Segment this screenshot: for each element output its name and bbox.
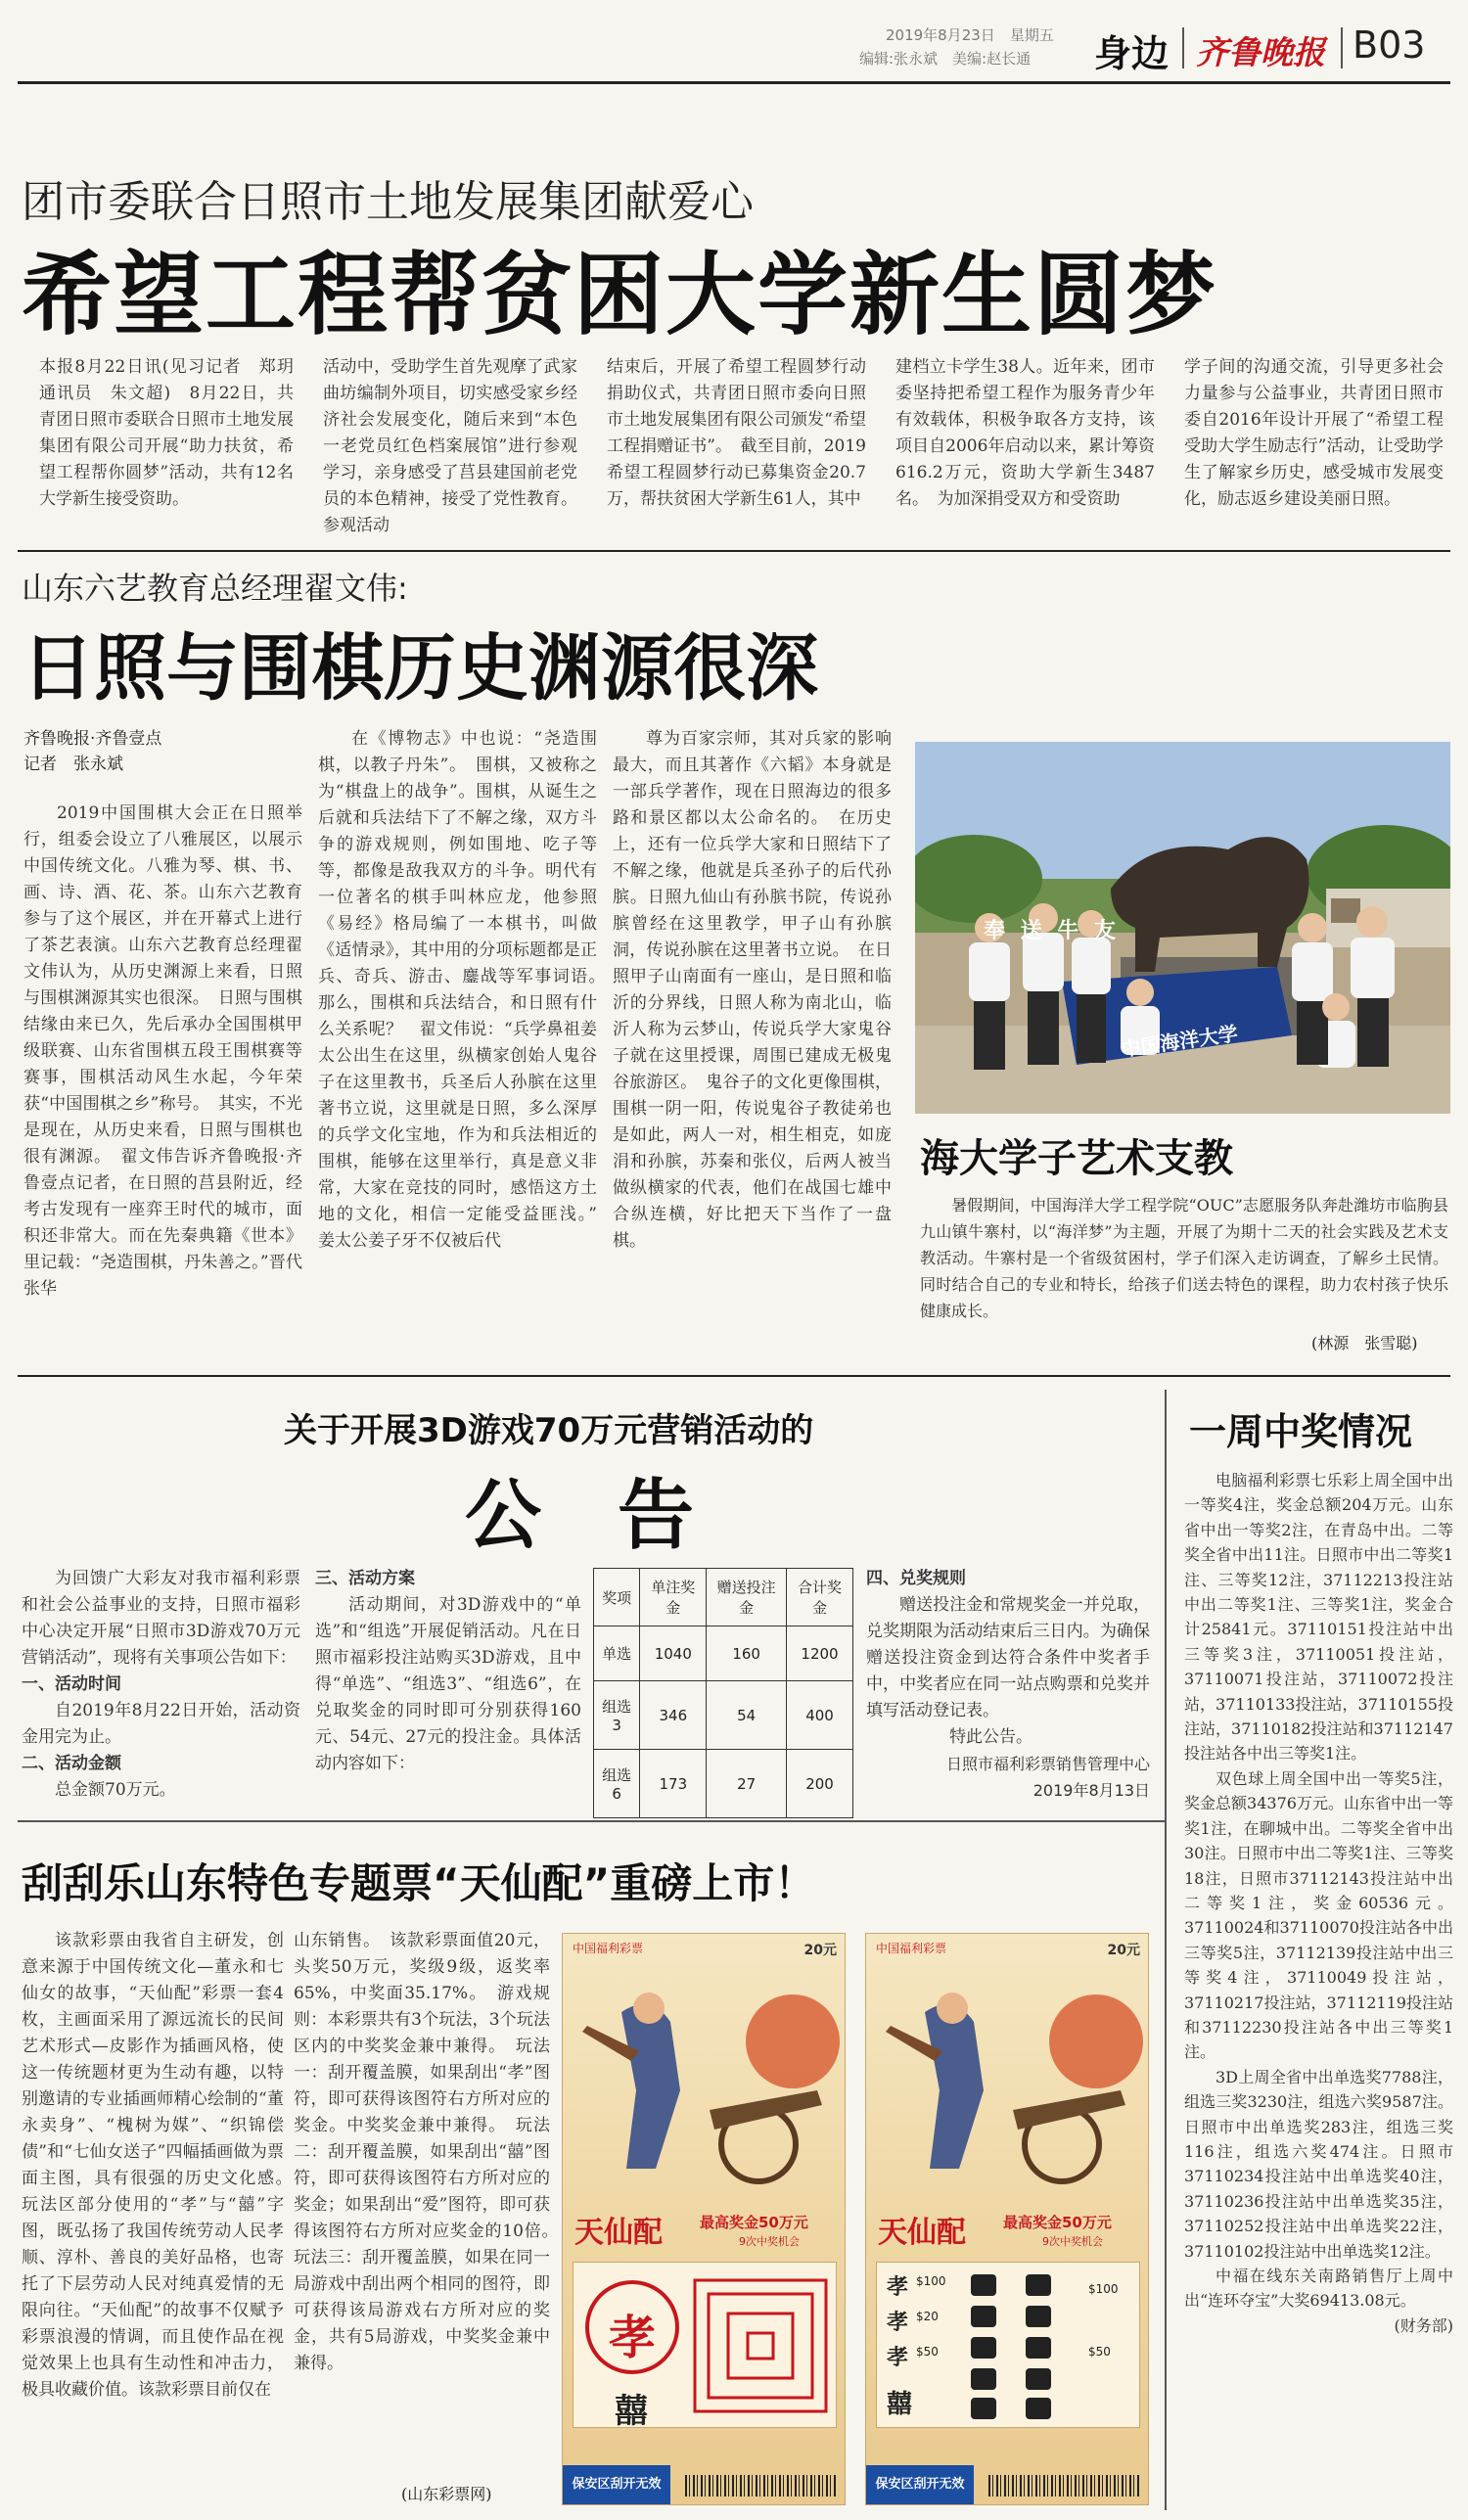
table-cell: 27 bbox=[707, 1750, 787, 1818]
notice-heading-1: 一、活动时间 bbox=[22, 1674, 121, 1694]
xiao-symbol: 孝 bbox=[887, 2345, 909, 2370]
weekly-body bbox=[1184, 1468, 1453, 2338]
table-cell: 160 bbox=[707, 1627, 787, 1681]
section-rule bbox=[18, 550, 1450, 552]
article2-kicker: 山东六艺教育总经理翟文伟: bbox=[22, 570, 408, 607]
ticket-chances: 9次中奖机会 bbox=[739, 2235, 800, 2248]
weekly-credit: (财务部) bbox=[1394, 2315, 1453, 2335]
table-header-cell: 合计奖金 bbox=[787, 1569, 853, 1627]
weekday: 星期五 bbox=[1009, 26, 1054, 44]
table-cell: 组选6 bbox=[594, 1750, 640, 1818]
xiao-symbol: 孝 bbox=[887, 2310, 909, 2335]
article1-col-1: 本报8月22日讯(见习记者 郑玥 通讯员 朱文超) 8月22日，共青团日照市委联合日照市土地发展集团有限公司开展“助力扶贫，希望工程帮你圆梦”活动，共有12名大学新生接受资助。 bbox=[39, 357, 294, 509]
article1-kicker: 团市委联合日照市土地发展集团献爱心 bbox=[22, 177, 754, 227]
notice-headline: 公 告 bbox=[465, 1472, 695, 1560]
ticket-brand: 中国福利彩票 bbox=[573, 1942, 644, 1955]
article1-col-2: 活动中，受助学生首先观摩了武家曲坊编制外项目，切实感受家乡经济社会发展变化，随后来到“本色一老党员红色档案展馆”进行参观学习，亲身感受了莒县建国前老党员的本色精神，接受了党性教育。参观活动 bbox=[323, 357, 577, 535]
ticket-prize: 最高奖金50万元 bbox=[700, 2214, 808, 2231]
xiao-symbol: 孝 bbox=[887, 2274, 909, 2300]
lottery-ticket-revealed bbox=[865, 1933, 1149, 2505]
table-cell: 54 bbox=[707, 1681, 787, 1750]
paper-logo: 齐鲁晚报 bbox=[1196, 33, 1325, 71]
article2-col-1: 2019中国围棋大会正在日照举行，组委会设立了八雅展区，以展示中国传统文化。八雅为琴、棋、书、画、诗、酒、花、茶。山东六艺教育参与了这个展区，并在开幕式上进行了茶艺表演。山东六艺教育总经理翟文伟认为，从历史渊源上来看，日照与围棋渊源其实也很深。 日照与围棋结缘由来已久，先后承办全国围棋甲级联赛、山东省围棋五段王围棋赛等赛事，围棋活动风生水起，今年荣获“中国围棋之乡”称号。 其实，不光是现在，从历史来看，日照与围棋也很有渊源。 翟文伟告诉齐鲁晚报·齐鲁壹点记者，在日照的莒县附近，经考古发现有一座弈王时代的城市，面积还非常大。而在先秦典籍《世本》里记载：“尧造围棋，丹朱善之。”晋代张华 bbox=[23, 803, 302, 1299]
column-divider bbox=[1165, 1390, 1167, 2510]
prize-amount: $20 bbox=[916, 2310, 939, 2323]
photo-banner-left: 奉 送 牛 友 bbox=[984, 918, 1120, 943]
table-cell: 组选3 bbox=[594, 1681, 640, 1750]
article2-col-2: 在《博物志》中也说：“尧造围棋，以教子丹朱”。 围棋，又被称之为“棋盘上的战争”。围棋，从诞生之后就和兵法结下了不解之缘，双方斗争的游戏规则，例如围地、吃子等等，都像是敌我双方的斗争。明代有一位著名的棋手叫林应龙，他参照《易经》格局编了一本棋书，叫做《适情录》，其中用的分项标题都是正兵、奇兵、游击、鏖战等军事词语。 那么，围棋和兵法结合，和日照有什么关系呢？ 翟文伟说：“兵学鼻祖姜太公出生在这里，纵横家创始人鬼谷子在这里教书，兵圣后人孙膑在这里著书立说，这里就是日照，多么深厚的兵学文化宝地，作为和兵法相近的围棋，能够在这里举行，真是意义非常，大家在竞技的同时，感悟这方土地的文化，相信一定能受益匪浅。” 姜太公姜子牙不仅被后代 bbox=[318, 729, 597, 1251]
table-row bbox=[594, 1681, 853, 1750]
weekly-qilecai: 电脑福利彩票七乐彩上周全国中出一等奖4注，奖金总额204万元。山东省中出一等奖2注，在青岛中出。二等奖全省中出11注。日照市中出二等奖1注、三等奖12注，37112213投注站中出二等奖1注、三等奖1注，奖金合计25841元。37110151投注站中出三等奖3注，37110051投注站，37110071投注站，37110072投注站，37110133投注站，37110155投注站，37110182投注站和37112147投注站各中出三等奖1注。 bbox=[1184, 1471, 1453, 1764]
table-cell: 1040 bbox=[640, 1627, 707, 1681]
masthead-rule bbox=[18, 81, 1450, 84]
weekly-shuangseqiu: 双色球上周全国中出一等奖5注，奖金总额34376万元。山东省中出一等奖1注，在聊城中出。二等奖全省中出30注。日照市中出二等奖1注、三等奖18注，日照市37112143投注站中出二等奖1注，奖金60536元。37110024和37110070投注站各中出三等奖5注，37112139投注站中出三等奖4注，37110049投注站，37110217投注站，37112119投注站和37112230投注站各中出三等奖1注。 bbox=[1184, 1768, 1453, 2062]
notice-redeem-rules: 赠送投注金和常规奖金一并兑取，兑奖期限为活动结束后三日内。为确保赠送投注资金到达符合条件中奖者手中，中奖者应在同一站点购票和兑奖并填写活动登记表。 bbox=[866, 1595, 1150, 1720]
notice-time: 自2019年8月22日开始，活动资金用完为止。 bbox=[22, 1701, 300, 1747]
ticket-brand: 中国福利彩票 bbox=[876, 1942, 947, 1955]
scratch-col-1: 该款彩票由我省自主研发，创意来源于中国传统文化—董永和七仙女的故事，“天仙配”彩票一套4枚，主画面采用了源远流长的民间艺术形式—皮影作为插画风格，使这一传统题材更为生动有趣，以特别邀请的专业插画师精心绘制的“董永卖身”、“槐树为媒”、“织锦偿债”和“七仙女送子”四幅插画做为票面主图，具有很强的历史文化感。 玩法区部分使用的“孝”与“囍”字图，既弘扬了我国传统劳动人民孝顺、淳朴、善良的美好品格，也寄托了下层劳动人民对纯真爱情的无限向往。“天仙配”的故事不仅赋予彩票浪漫的情调，而且使作品在视觉效果上也具有生动性和冲击力，极具收藏价值。该款彩票目前仅在 bbox=[22, 1931, 284, 2400]
notice-left-col bbox=[22, 1566, 300, 1804]
date: 2019年8月23日 bbox=[886, 26, 995, 44]
lattice-pattern bbox=[689, 2274, 832, 2417]
scratch-headline: 刮刮乐山东特色专题票“天仙配”重磅上市！ bbox=[22, 1859, 816, 1907]
notice-amount: 总金额70万元。 bbox=[55, 1780, 176, 1800]
scratch-col-2: 山东销售。 该款彩票面值20元，头奖50万元，奖级9级，返奖率65%，中奖面35.17%。 游戏规则：本彩票共有3个玩法，3个玩法区内的中奖奖金兼中兼得。 玩法一：刮开覆盖膜，如果刮出“孝”图符，即可获得该图符右方所对应的奖金。中奖奖金兼中兼得。 玩法二：刮开覆盖膜，如果刮出“囍”图符，即可获得该图符右方所对应的奖金；如果刮出“爱”图符，即可获得该图符右方所对应奖金的10倍。 玩法三：刮开覆盖膜，如果在同一局游戏中刮出两个相同的图符，即可获得该局游戏右方所对应的奖金，共有5局游戏，中奖奖金兼中兼得。 bbox=[294, 1931, 550, 2373]
prize-table bbox=[593, 1568, 853, 1818]
article2-byline bbox=[23, 726, 161, 777]
masthead-editors: 编辑:张永斌 美编:赵长通 bbox=[859, 50, 1032, 68]
prize-amount: $100 bbox=[1088, 2282, 1119, 2296]
ticket-footer: 保安区刮开无效 bbox=[866, 2465, 974, 2504]
notice-heading-3: 三、活动方案 bbox=[315, 1569, 415, 1588]
notice-closing: 特此公告。 bbox=[949, 1727, 1032, 1747]
table-header-cell: 单注奖金 bbox=[640, 1569, 707, 1627]
notice-org: 日照市福利彩票销售管理中心 bbox=[945, 1755, 1150, 1773]
article1-headline: 希望工程帮贫困大学新生圆梦 bbox=[22, 243, 1218, 347]
prize-amount: $50 bbox=[916, 2345, 939, 2359]
masthead-divider bbox=[1341, 27, 1343, 69]
prize-amount: $50 bbox=[1088, 2345, 1111, 2359]
table-cell: 400 bbox=[787, 1681, 853, 1750]
notice-mid-col bbox=[315, 1566, 581, 1777]
weekly-zhongfu: 中福在线东关南路销售厅上周中出“连环夺宝”大奖69413.08元。 bbox=[1184, 2267, 1453, 2311]
notice-kicker: 关于开展3D游戏70万元营销活动的 bbox=[284, 1411, 814, 1450]
prize-table-header bbox=[594, 1569, 853, 1627]
photo-story-title: 海大学子艺术支教 bbox=[920, 1136, 1233, 1181]
article2-headline: 日照与围棋历史渊源很深 bbox=[22, 626, 818, 710]
byline-reporter: 记者 张永斌 bbox=[23, 755, 123, 774]
photo-banner-right: 中国海洋大学 bbox=[1120, 1021, 1240, 1062]
xi-symbol: 囍 bbox=[615, 2392, 648, 2431]
article2-col-3: 尊为百家宗师，其对兵家的影响最大，而且其著作《六韬》本身就是一部兵学著作，现在日照海边的很多路和景区都以太公命名的。 在历史上，还有一位兵学大家和日照结下了不解之缘，他就是兵圣孙子的后代孙膑。日照九仙山有孙膑书院，传说孙膑曾经在这里教学，甲子山有孙膑洞，传说孙膑在这里著书立说。 在日照甲子山南面有一座山，是日照和临沂的分界线，日照人称为南北山，临沂人称为云梦山，传说兵学大家鬼谷子就在这里授课，周围已建成无极鬼谷旅游区。 鬼谷子的文化更像围棋，围棋一阴一阳，传说鬼谷子教徒弟也是如此，两人一对，相生相克，如庞涓和孙膑，苏秦和张仪，后两人被当做纵横家的代表，他们在战国七雄中合纵连横，好比把天下当作了一盘棋。 bbox=[613, 729, 892, 1251]
ticket-price: 20元 bbox=[1107, 1943, 1140, 1958]
ticket-name: 天仙配 bbox=[878, 2216, 966, 2250]
volunteer-photo bbox=[915, 742, 1450, 1114]
article1-col-4: 建档立卡学生38人。近年来，团市委坚持把希望工程作为服务青少年有效载体，积极争取各方支持，该项目自2006年启动以来，累计筹资616.2万元，资助大学新生3487名。 为加深捐受双方和受资助 bbox=[895, 357, 1155, 509]
ticket-footer: 保安区刮开无效 bbox=[563, 2465, 670, 2504]
masthead-divider bbox=[1182, 27, 1184, 69]
scratch-credit: (山东彩票网) bbox=[401, 2485, 492, 2503]
photo-story-credit: (林源 张雪聪) bbox=[1311, 1334, 1418, 1352]
table-cell: 单选 bbox=[594, 1627, 640, 1681]
notice-heading-4: 四、兑奖规则 bbox=[866, 1569, 966, 1588]
notice-heading-2: 二、活动金额 bbox=[22, 1754, 121, 1773]
article1-col-5: 学子间的沟通交流，引导更多社会力量参与公益事业，共青团日照市委自2016年设计开展了“希望工程 受助大学生励志行”活动，让受助学生了解家乡历史，感受城市发展变化，励志返乡建设美丽日照。 bbox=[1184, 357, 1444, 509]
notice-plan: 活动期间，对3D游戏中的“单选”和“组选”开展促销活动。凡在日照市福彩投注站购买3D游戏，且中得“单选”、“组选3”、“组选6”，在兑取奖金的同时即可分别获得160元、54元、27元的投注金。具体活动内容如下： bbox=[315, 1595, 581, 1773]
ticket-price: 20元 bbox=[803, 1943, 837, 1958]
table-row bbox=[594, 1750, 853, 1818]
shadow-puppet-illustration bbox=[563, 1973, 847, 2198]
ticket-name: 天仙配 bbox=[574, 2216, 663, 2250]
ticket-play-area bbox=[573, 2262, 837, 2431]
weekly-3d: 3D上周全省中出单选奖7788注，组选三奖3230注，组选六奖9587注。日照市中出单选奖283注，组选三奖116注，组选六奖474注。日照市37110234投注站中出单选奖40注，37110236投注站中出单选奖35注，37110252投注站中出单选奖22注，37110102投注站中出单选奖12注。 bbox=[1184, 2067, 1453, 2261]
ticket-play-area bbox=[876, 2262, 1140, 2428]
section-rule bbox=[18, 1375, 1450, 1377]
notice-date: 2019年8月13日 bbox=[1032, 1781, 1150, 1800]
ticket-prize: 最高奖金50万元 bbox=[1003, 2214, 1112, 2231]
masthead-date bbox=[886, 24, 1054, 45]
weekly-title: 一周中奖情况 bbox=[1189, 1410, 1413, 1453]
table-cell: 346 bbox=[640, 1681, 707, 1750]
photo-story-body: 暑假期间，中国海洋大学工程学院“OUC”志愿服务队奔赴潍坊市临朐县九山镇牛寨村，以“海洋梦”为主题，开展了为期十二天的社会实践及艺术支教活动。牛寨村是一个省级贫困村，学子们深入走访调查，了解乡土民情。同时结合自己的专业和特长，给孩子们送去特色的课程，助力农村孩子快乐健康成长。 bbox=[920, 1196, 1448, 1320]
table-row bbox=[594, 1627, 853, 1681]
table-cell: 1200 bbox=[787, 1627, 853, 1681]
table-header-cell: 奖项 bbox=[594, 1569, 640, 1627]
barcode bbox=[685, 2475, 837, 2497]
barcode bbox=[988, 2475, 1140, 2497]
table-cell: 200 bbox=[787, 1750, 853, 1818]
prize-amount: $100 bbox=[916, 2274, 946, 2288]
section-name: 身边 bbox=[1094, 32, 1170, 75]
notice-intro: 为回馈广大彩友对我市福利彩票和社会公益事业的支持，日照市福彩中心决定开展“日照市3D游戏70万元营销活动”，现将有关事项公告如下： bbox=[22, 1569, 300, 1668]
article1-col-3: 结束后，开展了希望工程圆梦行动捐助仪式，共青团日照市委向日照市土地发展集团有限公司颁发“希望工程捐赠证书”。 截至目前，2019希望工程圆梦行动已募集资金20.7万，帮扶贫困大学新生61人，其中 bbox=[607, 357, 866, 509]
byline-source: 齐鲁晚报·齐鲁壹点 bbox=[23, 729, 162, 749]
notice-right-col bbox=[866, 1566, 1150, 1804]
table-header-cell: 赠送投注金 bbox=[707, 1569, 787, 1627]
lottery-ticket-front bbox=[562, 1933, 846, 2505]
table-cell: 173 bbox=[640, 1750, 707, 1818]
ticket-chances: 9次中奖机会 bbox=[1042, 2235, 1103, 2248]
page-number: B03 bbox=[1353, 23, 1426, 67]
shadow-puppet-illustration bbox=[866, 1973, 1150, 2198]
section-rule bbox=[18, 1820, 1165, 1822]
xiao-symbol: 孝 bbox=[609, 2311, 657, 2365]
xi-symbol: 囍 bbox=[887, 2390, 913, 2419]
